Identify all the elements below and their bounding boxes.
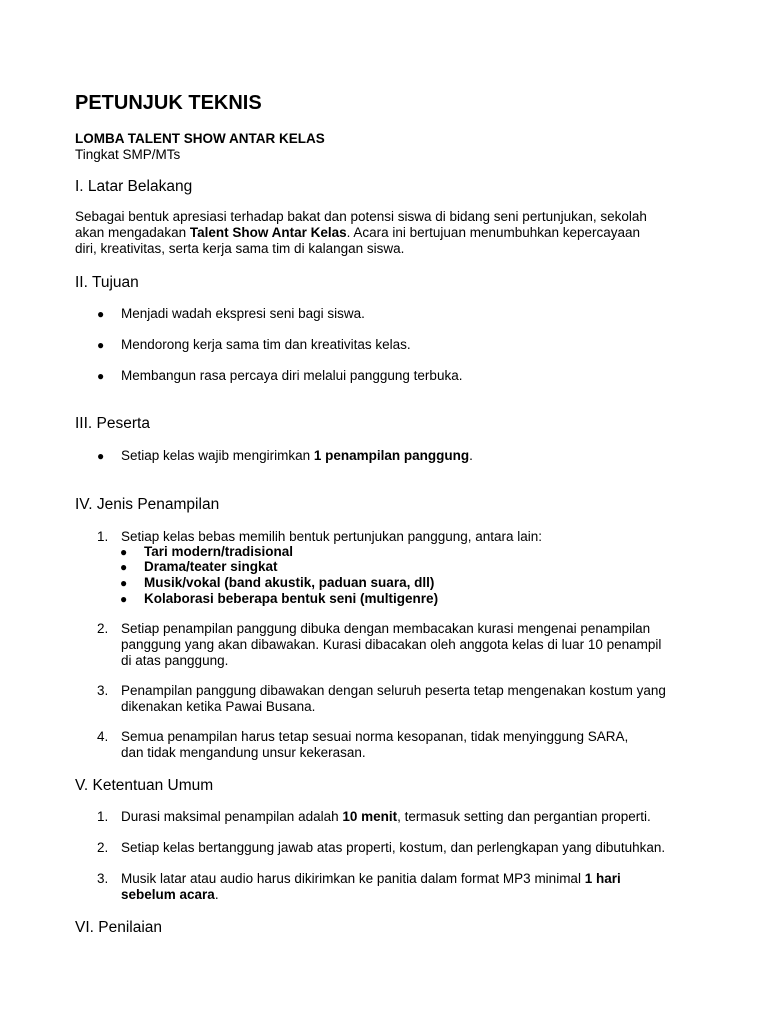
section-heading-penilaian: VI. Penilaian [75, 919, 163, 936]
ketentuan-item-1: Durasi maksimal penampilan adalah 10 menit, termasuk setting dan pergantian properti. [121, 809, 651, 824]
list-number: 2. [97, 840, 109, 855]
jenis-item-1: Setiap kelas bebas memilih bentuk pertunjukan panggung, antara lain: [121, 529, 543, 544]
jenis-item-3-line-2: dikenakan ketika Pawai Busana. [121, 699, 316, 714]
latar-line-1: Sebagai bentuk apresiasi terhadap bakat dan potensi siswa di bidang seni pertunjukan, sekolah [75, 209, 647, 224]
section-heading-peserta: III. Peserta [75, 415, 150, 432]
document-subtitle: LOMBA TALENT SHOW ANTAR KELAS [75, 131, 325, 146]
bullet-icon: ● [120, 592, 128, 606]
ketentuan-item-2: Setiap kelas bertanggung jawab atas properti, kostum, dan perlengkapan yang dibutuhkan. [121, 840, 666, 855]
list-number: 3. [97, 871, 109, 886]
jenis-sub-item-1: Tari modern/tradisional [144, 544, 294, 559]
jenis-item-4-line-2: dan tidak mengandung unsur kekerasan. [121, 745, 366, 760]
ketentuan-item-3-line-2: sebelum acara. [121, 887, 219, 902]
ketentuan-item-3-line-1: Musik latar atau audio harus dikirimkan ke panitia dalam format MP3 minimal 1 hari [121, 871, 621, 886]
section-heading-tujuan: II. Tujuan [75, 274, 139, 291]
tujuan-item-3: Membangun rasa percaya diri melalui panggung terbuka. [121, 368, 463, 383]
bullet-icon: ● [120, 576, 128, 590]
document-level: Tingkat SMP/MTs [75, 147, 181, 162]
jenis-item-2-line-1: Setiap penampilan panggung dibuka dengan membacakan kurasi mengenai penampilan [121, 621, 651, 636]
bullet-icon: ● [97, 449, 105, 463]
bullet-icon: ● [97, 369, 105, 383]
bullet-icon: ● [120, 560, 128, 574]
jenis-sub-item-2: Drama/teater singkat [144, 559, 278, 574]
list-number: 2. [97, 621, 109, 636]
section-heading-latar: I. Latar Belakang [75, 178, 193, 195]
jenis-sub-item-3: Musik/vokal (band akustik, paduan suara, dll) [144, 575, 435, 590]
section-heading-ketentuan: V. Ketentuan Umum [75, 777, 214, 794]
bullet-icon: ● [120, 545, 128, 559]
jenis-item-4-line-1: Semua penampilan harus tetap sesuai norma kesopanan, tidak menyinggung SARA, [121, 729, 629, 744]
bullet-icon: ● [97, 338, 105, 352]
list-number: 4. [97, 729, 109, 744]
document-title: PETUNJUK TEKNIS [75, 92, 262, 114]
peserta-item: Setiap kelas wajib mengirimkan 1 penampilan panggung. [121, 448, 473, 463]
latar-line-2: akan mengadakan Talent Show Antar Kelas. Acara ini bertujuan menumbuhkan kepercayaan [75, 225, 641, 240]
list-number: 1. [97, 529, 109, 544]
latar-line-3: diri, kreativitas, serta kerja sama tim di kalangan siswa. [75, 241, 405, 256]
bullet-icon: ● [97, 307, 105, 321]
list-number: 3. [97, 683, 109, 698]
jenis-sub-item-4: Kolaborasi beberapa bentuk seni (multigenre) [144, 591, 439, 606]
latar-bold-event: Talent Show Antar Kelas [189, 225, 347, 240]
list-number: 1. [97, 809, 109, 824]
tujuan-item-2: Mendorong kerja sama tim dan kreativitas kelas. [121, 337, 411, 352]
jenis-item-2-line-2: panggung yang akan dibawakan. Kurasi dibacakan oleh anggota kelas di luar 10 penampil [121, 637, 662, 652]
tujuan-item-1: Menjadi wadah ekspresi seni bagi siswa. [121, 306, 365, 321]
section-heading-jenis: IV. Jenis Penampilan [75, 496, 220, 513]
jenis-item-3-line-1: Penampilan panggung dibawakan dengan seluruh peserta tetap mengenakan kostum yang [121, 683, 666, 698]
jenis-item-2-line-3: di atas panggung. [121, 653, 229, 668]
